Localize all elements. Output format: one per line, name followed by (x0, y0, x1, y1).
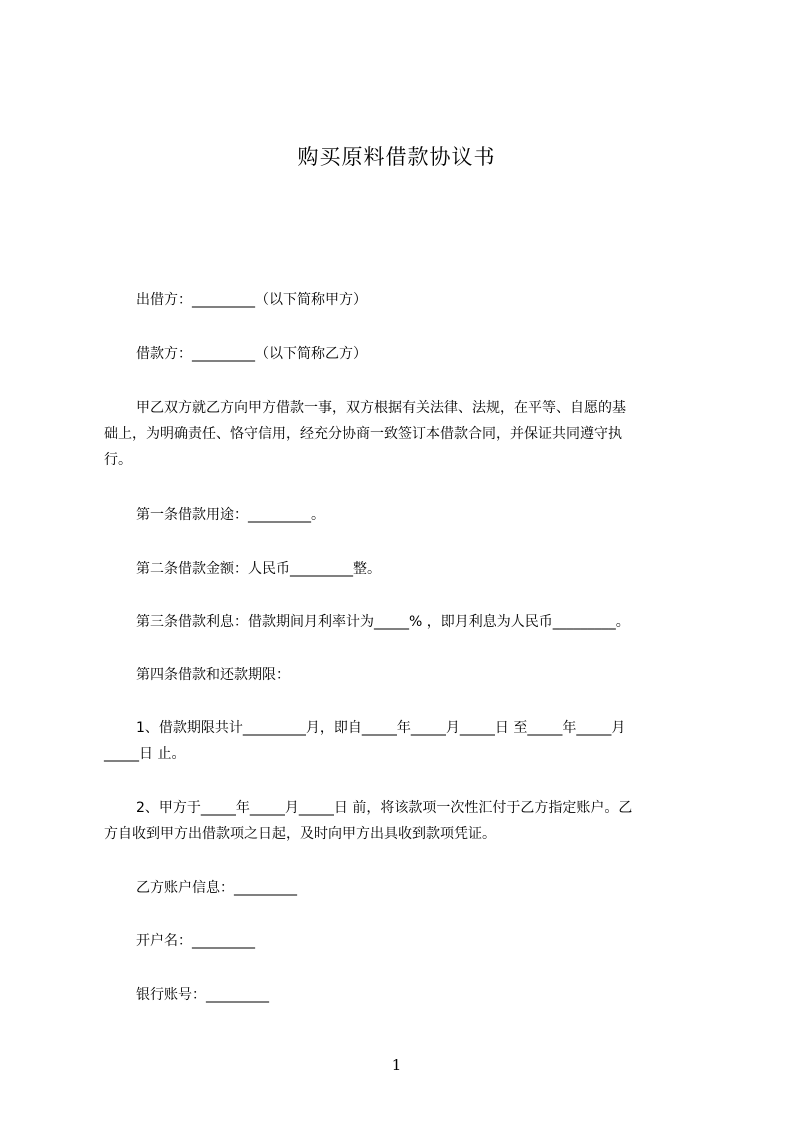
article-4-term-heading: 第四条借款和还款期限： (136, 667, 290, 683)
term-2-line-2: 方自收到甲方出借款项之日起，及时向甲方出具收到款项凭证。 (104, 826, 496, 842)
lender-line: 出借方：_________（以下简称甲方） (136, 292, 367, 308)
article-1-purpose: 第一条借款用途：_________。 (136, 507, 325, 523)
intro-line-3: 行。 (104, 452, 132, 468)
account-name-line: 开户名：_________ (136, 933, 255, 949)
document-title: 购买原料借款协议书 (297, 145, 496, 169)
intro-line-2: 础上，为明确责任、恪守信用，经充分协商一致签订本借款合同，并保证共同遵守执 (104, 426, 622, 442)
term-2-line-1: 2、甲方于_____年_____月_____日 前，将该款项一次性汇付于乙方指定账户。乙 (136, 800, 633, 816)
term-1-line-1: 1、借款期限共计_________月，即自_____年_____月_____日 至_____年_____月 (136, 720, 626, 736)
bank-account-line: 银行账号：_________ (136, 987, 269, 1003)
article-2-amount: 第二条借款金额：人民币_________整。 (136, 561, 381, 577)
article-3-interest: 第三条借款利息：借款期间月利率计为_____% ，即月利息为人民币_________。 (136, 614, 630, 630)
account-info-line: 乙方账户信息：_________ (136, 880, 297, 896)
intro-line-1: 甲乙双方就乙方向甲方借款一事，双方根据有关法律、法规，在平等、自愿的基 (136, 400, 626, 416)
page-number: 1 (391, 1056, 402, 1074)
term-1-line-2: _____日 止。 (104, 746, 186, 762)
borrower-line: 借款方：_________（以下简称乙方） (136, 346, 367, 362)
